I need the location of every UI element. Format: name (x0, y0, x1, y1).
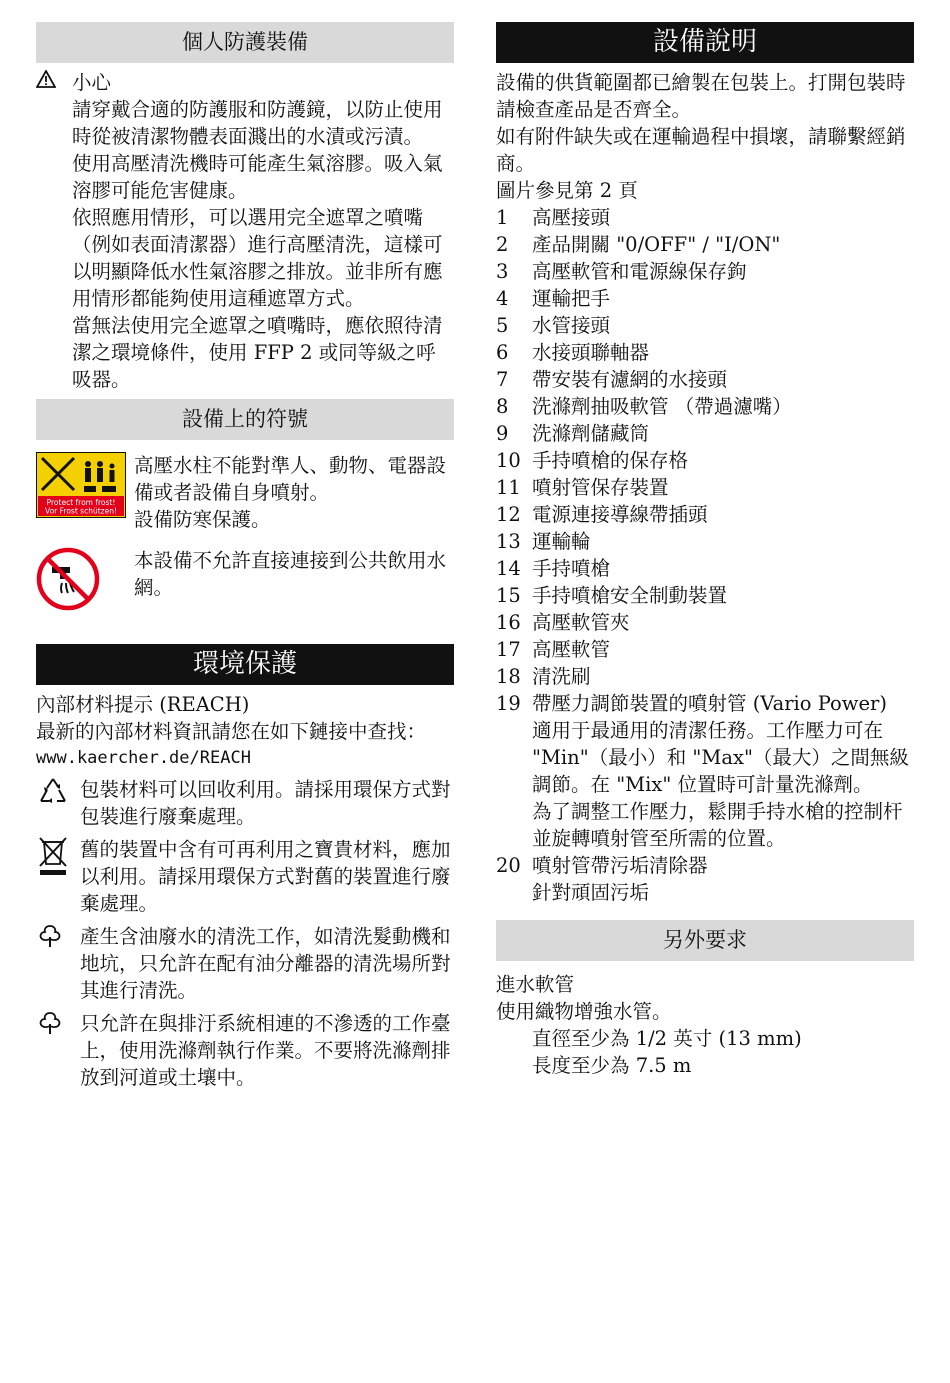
recycle-icon (36, 776, 80, 813)
list-item: 7 帶安裝有濾網的水接頭 (496, 368, 728, 391)
list-item: 14 手持噴槍 (496, 557, 611, 580)
list-item: 10 手持噴槍的保存格 (496, 449, 689, 472)
reach-line-1: 內部材料提示 (REACH) (36, 693, 250, 716)
list-item: 5 水管接頭 (496, 314, 611, 337)
ppe-paragraph: 依照應用情形，可以選用完全遮罩之噴嘴 （例如表面清潔器）進行高壓清洗，這樣可以明顯降低水性氣溶膠之排放。並非所有應用情形都能夠使用這種遮罩方式。 (72, 206, 443, 310)
warning-triangle-icon (36, 69, 72, 96)
env-item-text: 只允許在與排汙系統相連的不滲透的工作臺上，使用洗滌劑執行作業。不要將洗滌劑排放到河道或土壤中。 (80, 1012, 451, 1089)
hose-type-text: 使用織物增強水管。 (496, 1000, 672, 1023)
item19-adjust-text: 為了調整工作壓力，鬆開手持水槍的控制杆並旋轉噴射管至所需的位置。 (532, 800, 903, 850)
ppe-heading: 個人防護裝備 (36, 22, 454, 63)
device-heading: 設備說明 (496, 22, 914, 63)
list-item: 12 電源連接導線帶插頭 (496, 503, 708, 526)
figure-reference: 圖片參見第 2 頁 (496, 179, 638, 202)
env-item-oil (36, 923, 454, 1004)
water-hose-label: 進水軟管 (496, 973, 575, 996)
device-intro-2: 如有附件缺失或在運輸過程中損壞，請聯繫經銷商。 (496, 125, 906, 175)
list-item: 18 清洗刷 (496, 665, 591, 688)
hose-diameter-text: 直徑至少為 1/2 英寸 (13 mm) (532, 1027, 802, 1050)
no-drinking-water-icon (36, 547, 134, 618)
list-item: 17 高壓軟管 (496, 638, 611, 661)
no-spray-frost-icon (36, 452, 134, 525)
frost-label-en: Protect from frost! (46, 498, 116, 507)
env-item-text: 舊的裝置中含有可再利用之寶貴材料，應加以利用。請採用環保方式對舊的裝置進行廢棄處理。 (80, 838, 451, 915)
list-item: 15 手持噴槍安全制動裝置 (496, 584, 728, 607)
hose-length-text: 長度至少為 7.5 m (532, 1054, 692, 1077)
env-item-weee (36, 836, 454, 917)
ppe-paragraph: 使用高壓清洗機時可能產生氣溶膠。吸入氣溶膠可能危害健康。 (72, 152, 443, 202)
list-item: 2 產品開關 "0/OFF" / "I/ON" (496, 233, 781, 256)
list-item: 1 高壓接頭 (496, 206, 611, 229)
list-item: 9 洗滌劑儲藏筒 (496, 422, 650, 445)
list-item: 3 高壓軟管和電源線保存鉤 (496, 260, 747, 283)
tree-icon (36, 1010, 80, 1043)
item19-description: 適用于最通用的清潔任務。工作壓力可在 "Min"（最小）和 "Max"（最大）之間無級調節。在 "Mix" 位置時可計量洗滌劑。 (532, 719, 909, 796)
caution-row (36, 69, 454, 96)
extra-requirements-heading: 另外要求 (496, 920, 914, 961)
no-drinking-water-row (36, 547, 454, 618)
right-column (496, 22, 914, 1079)
frost-label-de: Vor Frost schützen! (45, 506, 117, 516)
left-column (36, 22, 454, 1097)
list-item: 6 水接頭聯軸器 (496, 341, 650, 364)
reach-url[interactable]: www.kaercher.de/REACH (36, 748, 251, 768)
list-item: 19 帶壓力調節裝置的噴射管 (Vario Power) (496, 692, 887, 715)
list-item: 16 高壓軟管夾 (496, 611, 630, 634)
list-item: 20 噴射管帶污垢清除器 (496, 854, 708, 877)
frost-symbol-row (36, 452, 454, 533)
frost-text: 設備防寒保護。 (134, 508, 271, 531)
environment-heading: 環境保護 (36, 644, 454, 685)
tree-icon (36, 923, 80, 956)
crossed-bin-icon (36, 836, 80, 883)
env-item-detergent (36, 1010, 454, 1091)
parts-list (496, 204, 914, 906)
list-item: 8 洗滌劑抽吸軟管 （帶過濾嘴） (496, 395, 792, 418)
env-item-text: 包裝材料可以回收利用。請採用環保方式對包裝進行廢棄處理。 (80, 778, 451, 828)
caution-label: 小心 (72, 71, 112, 94)
list-item: 4 運輸把手 (496, 287, 611, 310)
ppe-paragraph: 請穿戴合適的防護服和防護鏡，以防止使用時從被清潔物體表面濺出的水漬或污漬。 (72, 98, 443, 148)
device-intro-1: 設備的供貨範圍都已繪製在包裝上。打開包裝時請檢查產品是否齊全。 (496, 71, 906, 121)
list-item: 13 運輸輪 (496, 530, 591, 553)
symbols-heading: 設備上的符號 (36, 399, 454, 440)
jet-warning-text: 高壓水柱不能對準人、動物、電器設備或者設備自身噴射。 (134, 454, 447, 504)
reach-line-2: 最新的內部材料資訊請您在如下鏈接中查找： (36, 720, 427, 743)
list-item: 11 噴射管保存裝置 (496, 476, 669, 499)
item20-description: 針對頑固污垢 (532, 881, 650, 904)
env-item-text: 產生含油廢水的清洗工作，如清洗髮動機和地坑，只允許在配有油分離器的清洗場所對其進行清洗。 (80, 925, 451, 1002)
ppe-paragraph: 當無法使用完全遮罩之噴嘴時，應依照待清潔之環境條件，使用 FFP 2 或同等級之呼吸器。 (72, 314, 443, 391)
env-item-recycle (36, 776, 454, 830)
no-drinking-water-text: 本設備不允許直接連接到公共飲用水網。 (134, 549, 447, 599)
